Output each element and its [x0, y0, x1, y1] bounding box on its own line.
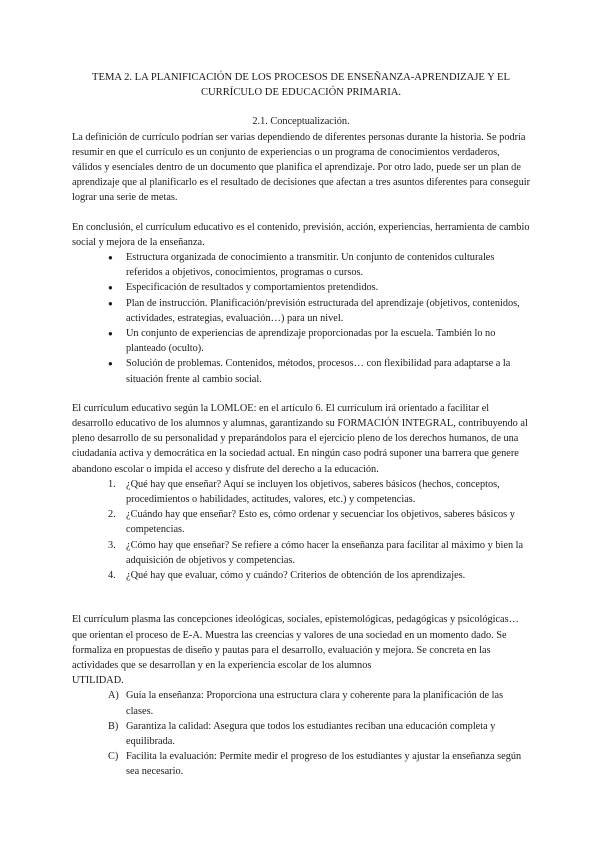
- list-item: ● Especificación de resultados y comportamientos pretendidos.: [108, 280, 530, 295]
- list-item: ● Estructura organizada de conocimiento a transmitir. Un conjunto de contenidos culturales referidos a objetivos, conocimientos, programas o cursos.: [108, 250, 530, 280]
- utilidad-heading: UTILIDAD.: [72, 675, 124, 687]
- list-marker: B): [108, 720, 119, 732]
- section-heading: 2.1. Conceptualización.: [252, 116, 350, 128]
- list-item: [108, 749, 530, 779]
- list-item-text: ¿Cuándo hay que enseñar? Esto es, cómo ordenar y secuenciar los objetivos, saberes básicos y competencias.: [126, 509, 515, 536]
- list-item-text: Garantiza la calidad: Asegura que todos los estudiantes reciban una educación completa y equilibrada.: [126, 720, 496, 747]
- list-item: [108, 507, 530, 537]
- list-marker: 3.: [108, 539, 116, 551]
- list-item: ● Plan de instrucción. Planificación/previsión estructurada del aprendizaje (objetivos, contenidos, actividades, estrategias, evaluación…) para un nivel.: [108, 296, 530, 326]
- lomloe-paragraph: El currículum educativo según la LOMLOE: en el artículo 6. El currículum irá orientado a facilitar el desarrollo educativo de los alumnos y alumnas, garantizando su FORMACIÓN INTEGRAL, contribuyendo al pleno desarrollo de su personalidad y preparándolos para el ejercicio pleno de los derechos humanos, de una ciudadanía activa y democrática en la sociedad actual. En ningún caso podrá suponer una barrera que genere abandono escolar o impida el acceso y disfrute del derecho a la educación.: [72, 402, 528, 475]
- list-item: ● Un conjunto de experiencias de aprendizaje proporcionadas por la escuela. También lo no planteado (oculto).: [108, 326, 530, 356]
- curriculum-questions-list: [72, 477, 530, 583]
- list-marker: 2.: [108, 509, 116, 521]
- list-marker: 4.: [108, 570, 116, 582]
- list-item-text: Guía la enseñanza: Proporciona una estructura clara y coherente para la planificación de las clases.: [126, 690, 504, 717]
- list-item: [108, 538, 530, 568]
- list-marker: A): [108, 690, 119, 702]
- intro-paragraph: La definición de currículo podrían ser varias dependiendo de diferentes personas durante la historia. Se podría resumir en que el currículo es un conjunto de experiencias o un programa de conocimientos verdaderos, válidos y esenciales dentro de un documento que planifica el aprendizaje. Por otro lado, puede ser un plan de aprendizaje que al planificarlo es el resultado de decisiones que afectan a tres asuntos diferentes para conseguir lograr una serie de metas.: [72, 131, 531, 204]
- list-item: [108, 568, 530, 583]
- conclusion-paragraph: En conclusión, el currículum educativo es el contenido, previsión, acción, experiencias, herramienta de cambio social y mejora de la enseñanza.: [72, 221, 530, 248]
- list-marker: C): [108, 751, 119, 763]
- list-item-text: ¿Qué hay que evaluar, cómo y cuándo? Criterios de obtención de los aprendizajes.: [126, 570, 466, 582]
- list-item: ● Solución de problemas. Contenidos, métodos, procesos… con flexibilidad para adaptarse a la situación frente al cambio social.: [108, 356, 530, 386]
- list-item: [108, 719, 530, 749]
- list-item: [108, 688, 530, 718]
- plasma-paragraph: El currículum plasma las concepciones ideológicas, sociales, epistemológicas, pedagógicas y psicológicas… que orientan el proceso de E-A. Muestra las creencias y valores de una sociedad en un momento dado. Se formaliza en propuestas de diseño y pautas para el desarrollo, evaluación y mejora. Se concreta en las actividades que se desarrollan y en la experiencia escolar de los alumnos: [72, 614, 519, 671]
- list-marker: 1.: [108, 478, 116, 490]
- list-item-text: Facilita la evaluación: Permite medir el progreso de los estudiantes y ajustar la enseñanza según sea necesario.: [126, 751, 522, 778]
- curriculum-definition-list: [72, 250, 530, 387]
- list-item-text: ¿Cómo hay que enseñar? Se refiere a cómo hacer la enseñanza para facilitar al máximo y bien la adquisición de objetivos y competencias.: [126, 539, 524, 566]
- list-item: [108, 477, 530, 507]
- utilidad-list: [72, 688, 530, 779]
- document-title: TEMA 2. LA PLANIFICACIÓN DE LOS PROCESOS DE ENSEÑANZA-APRENDIZAJE Y EL CURRÍCULO DE EDUCACIÓN PRIMARIA.: [92, 72, 510, 99]
- list-item-text: ¿Qué hay que enseñar? Aquí se incluyen los objetivos, saberes básicos (hechos, conceptos, procedimientos o habilidades, actitudes, valores, etc.) y competencias.: [126, 478, 500, 506]
